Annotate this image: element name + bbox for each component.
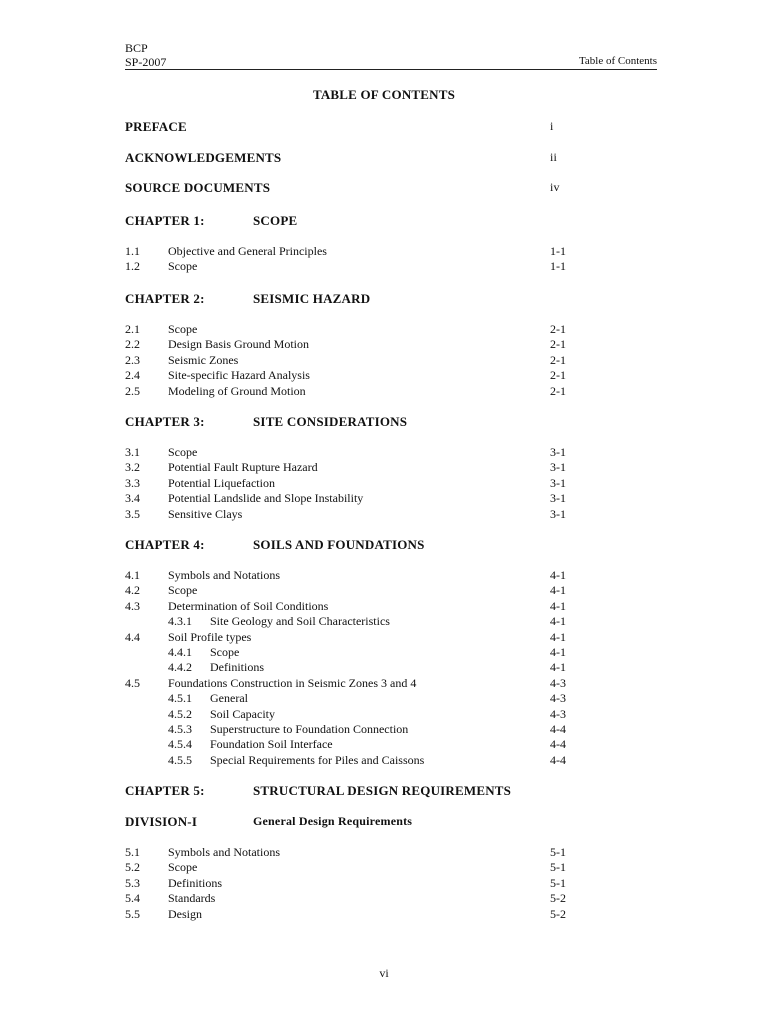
toc-entry-number: 3.2	[125, 460, 140, 475]
toc-entry-number: 3.1	[125, 445, 140, 459]
toc-entry-title: Design Basis Ground Motion	[168, 337, 309, 352]
toc-section-entry[interactable]	[125, 845, 570, 861]
toc-entry-title: Potential Liquefaction	[168, 475, 275, 490]
toc-entry-title: Scope	[168, 583, 198, 598]
toc-section-entry[interactable]	[125, 337, 570, 353]
toc-entry-title: Determination of Soil Conditions	[168, 598, 329, 613]
toc-section-entry[interactable]	[125, 322, 570, 338]
toc-entry-page: 3-1	[550, 506, 566, 521]
toc-entry-title: Definitions	[210, 660, 264, 675]
toc-entry-title: Scope	[168, 860, 198, 875]
toc-entry-page: ii	[550, 150, 558, 164]
toc-chapter-label: CHAPTER 4:	[125, 537, 205, 552]
toc-section-entry[interactable]	[125, 630, 570, 646]
toc-entry-title: Sensitive Clays	[168, 506, 243, 521]
page-title: TABLE OF CONTENTS	[312, 87, 456, 102]
toc-entry-title: Potential Landslide and Slope Instability	[168, 491, 364, 506]
toc-entry-page: 2-1	[550, 322, 566, 336]
toc-section-entry[interactable]	[125, 384, 570, 400]
toc-chapter-title: SITE CONSIDERATIONS	[253, 414, 408, 429]
toc-entry-number: 3.3	[125, 475, 140, 490]
toc-entry-page: 4-3	[550, 706, 566, 721]
toc-chapter-label: CHAPTER 2:	[125, 291, 205, 306]
toc-entry-number: 5.5	[125, 906, 140, 921]
toc-entry-page: 4-1	[550, 568, 566, 582]
toc-chapter-title: SEISMIC HAZARD	[253, 291, 371, 306]
toc-subsection-entry[interactable]	[125, 753, 570, 769]
toc-chapter-heading[interactable]	[125, 537, 570, 553]
toc-chapter-heading[interactable]	[125, 414, 570, 430]
toc-entry-title: Scope	[168, 322, 198, 336]
toc-entry-number: 5.1	[125, 845, 140, 859]
toc-entry-title: Foundation Soil Interface	[210, 737, 333, 752]
header-left	[125, 41, 166, 69]
toc-entry-number: 2.4	[125, 368, 140, 383]
toc-entry-page: 4-1	[550, 614, 566, 629]
toc-entry-page: 3-1	[550, 491, 566, 506]
toc-entry-page: 4-1	[550, 583, 566, 598]
toc-entry-number: 1.2	[125, 259, 140, 274]
toc-entry-title: Design	[168, 906, 202, 921]
toc-entry-page: 4-3	[550, 675, 566, 690]
footer-page-number: vi	[379, 966, 389, 980]
toc-entry-page: 5-1	[550, 860, 566, 875]
toc-entry-title: Modeling of Ground Motion	[168, 383, 306, 398]
toc-entry-page: 4-4	[550, 737, 566, 752]
toc-chapter-heading[interactable]	[125, 783, 570, 799]
toc-entry-number: 4.5.4	[168, 737, 192, 752]
toc-entry-page: 3-1	[550, 445, 566, 459]
toc-entry-title: Scope	[168, 259, 198, 274]
toc-chapter-label: CHAPTER 5:	[125, 783, 205, 798]
toc-entry-number: 4.4.1	[168, 645, 192, 659]
toc-entry-title: Symbols and Notations	[168, 845, 281, 859]
toc-entry-number: 4.4.2	[168, 660, 192, 675]
toc-entry-page: iv	[550, 180, 560, 194]
toc-entry-number: 5.3	[125, 875, 140, 890]
toc-section-entry[interactable]	[125, 876, 570, 892]
toc-entry-title: Symbols and Notations	[168, 568, 281, 582]
toc-entry-number: 2.5	[125, 383, 140, 398]
toc-entry-title: Potential Fault Rupture Hazard	[168, 460, 318, 475]
toc-subsection-entry[interactable]	[125, 707, 570, 723]
toc-entry-page: 4-4	[550, 752, 566, 767]
toc-chapter-label: DIVISION-I	[125, 814, 198, 829]
toc-section-entry[interactable]	[125, 507, 570, 523]
toc-entry-title: Site Geology and Soil Characteristics	[210, 614, 390, 629]
toc-entry-page: 4-1	[550, 660, 566, 675]
toc-entry-page: 5-1	[550, 845, 566, 859]
toc-entry-page: i	[550, 119, 554, 133]
toc-entry-page: 2-1	[550, 352, 566, 367]
toc-front-entry[interactable]	[125, 150, 570, 166]
toc-entry-number: 4.4	[125, 629, 140, 644]
header-section-title: Table of Contents	[578, 55, 657, 67]
toc-section-entry[interactable]	[125, 460, 570, 476]
toc-entry-number: 2.2	[125, 337, 140, 352]
toc-entry-page: 3-1	[550, 460, 566, 475]
toc-section-entry[interactable]	[125, 676, 570, 692]
toc-entry-number: 4.5.1	[168, 691, 192, 706]
toc-entry-number: 4.5.2	[168, 706, 192, 721]
toc-entry-title: SOURCE DOCUMENTS	[125, 180, 271, 195]
toc-subsection-entry[interactable]	[125, 737, 570, 753]
toc-entry-page: 5-2	[550, 906, 566, 921]
toc-subsection-entry[interactable]	[125, 614, 570, 630]
toc-entry-page: 2-1	[550, 368, 566, 383]
toc-chapter-title: SOILS AND FOUNDATIONS	[253, 537, 425, 552]
toc-entry-page: 2-1	[550, 383, 566, 398]
toc-section-entry[interactable]	[125, 353, 570, 369]
toc-entry-title: Seismic Zones	[168, 352, 239, 367]
toc-section-entry[interactable]	[125, 491, 570, 507]
toc-entry-page: 3-1	[550, 475, 566, 490]
toc-entry-title: Soil Capacity	[210, 706, 275, 721]
toc-entry-page: 4-3	[550, 691, 566, 706]
toc-entry-title: Standards	[168, 891, 216, 906]
toc-section-entry[interactable]	[125, 891, 570, 907]
toc-entry-title: PREFACE	[125, 119, 187, 134]
toc-section-entry[interactable]	[125, 244, 570, 260]
toc-entry-number: 5.2	[125, 860, 140, 875]
toc-entry-number: 4.3	[125, 598, 140, 613]
toc-subsection-entry[interactable]	[125, 660, 570, 676]
toc-subsection-entry[interactable]	[125, 722, 570, 738]
toc-entry-number: 3.4	[125, 491, 140, 506]
toc-chapter-title: SCOPE	[253, 213, 298, 228]
toc-section-entry[interactable]	[125, 568, 570, 584]
toc-section-entry[interactable]	[125, 860, 570, 876]
toc-entry-number: 4.5.3	[168, 722, 192, 736]
toc-chapter-heading[interactable]	[125, 213, 570, 229]
header-rule	[125, 69, 657, 70]
toc-entry-title: Soil Profile types	[168, 629, 252, 644]
toc-subsection-entry[interactable]	[125, 645, 570, 661]
toc-entry-title: Definitions	[168, 875, 222, 890]
toc-entry-number: 4.3.1	[168, 614, 192, 629]
toc-entry-title: ACKNOWLEDGEMENTS	[125, 150, 282, 165]
toc-entry-title: General	[210, 691, 248, 706]
toc-entry-title: Site-specific Hazard Analysis	[168, 368, 310, 383]
toc-subsection-entry[interactable]	[125, 691, 570, 707]
header-code: BCP	[125, 41, 148, 55]
toc-entry-number: 2.1	[125, 322, 140, 336]
toc-entry-page: 4-1	[550, 645, 566, 659]
toc-chapter-heading[interactable]	[125, 291, 570, 307]
toc-chapter-title: STRUCTURAL DESIGN REQUIREMENTS	[253, 783, 512, 798]
toc-entry-number: 3.5	[125, 506, 140, 521]
toc-entry-title: Foundations Construction in Seismic Zones 3 and 4	[168, 675, 417, 690]
toc-entry-number: 4.1	[125, 568, 140, 582]
toc-section-entry[interactable]	[125, 476, 570, 492]
toc-entry-page: 4-1	[550, 598, 566, 613]
toc-entry-number: 2.3	[125, 352, 140, 367]
toc-section-entry[interactable]	[125, 259, 570, 275]
toc-section-entry[interactable]	[125, 907, 570, 923]
toc-chapter-label: CHAPTER 3:	[125, 414, 205, 429]
toc-entry-title: Scope	[210, 645, 240, 659]
toc-entry-page: 2-1	[550, 337, 566, 352]
toc-entry-title: Special Requirements for Piles and Caissons	[210, 752, 425, 767]
toc-chapter-title: General Design Requirements	[253, 814, 413, 828]
toc-entry-number: 4.2	[125, 583, 140, 598]
toc-section-entry[interactable]	[125, 599, 570, 615]
toc-entry-page: 4-1	[550, 629, 566, 644]
toc-entry-title: Scope	[168, 445, 198, 459]
toc-entry-title: Objective and General Principles	[168, 244, 327, 258]
toc-entry-page: 1-1	[550, 259, 566, 274]
toc-section-entry[interactable]	[125, 368, 570, 384]
toc-entry-page: 4-4	[550, 722, 566, 736]
toc-entry-title: Superstructure to Foundation Connection	[210, 722, 409, 736]
toc-entry-page: 1-1	[550, 244, 566, 258]
toc-entry-page: 5-1	[550, 875, 566, 890]
toc-front-entry[interactable]	[125, 119, 570, 135]
toc-chapter-label: CHAPTER 1:	[125, 213, 205, 228]
toc-chapter-heading[interactable]	[125, 814, 570, 830]
toc-entry-number: 1.1	[125, 244, 140, 258]
header-edition: SP-2007	[125, 55, 167, 69]
toc-section-entry[interactable]	[125, 583, 570, 599]
toc-entry-number: 5.4	[125, 891, 140, 906]
toc-section-entry[interactable]	[125, 445, 570, 461]
toc-entry-number: 4.5.5	[168, 752, 192, 767]
toc-entry-page: 5-2	[550, 891, 566, 906]
toc-front-entry[interactable]	[125, 180, 570, 196]
toc-entry-number: 4.5	[125, 675, 140, 690]
